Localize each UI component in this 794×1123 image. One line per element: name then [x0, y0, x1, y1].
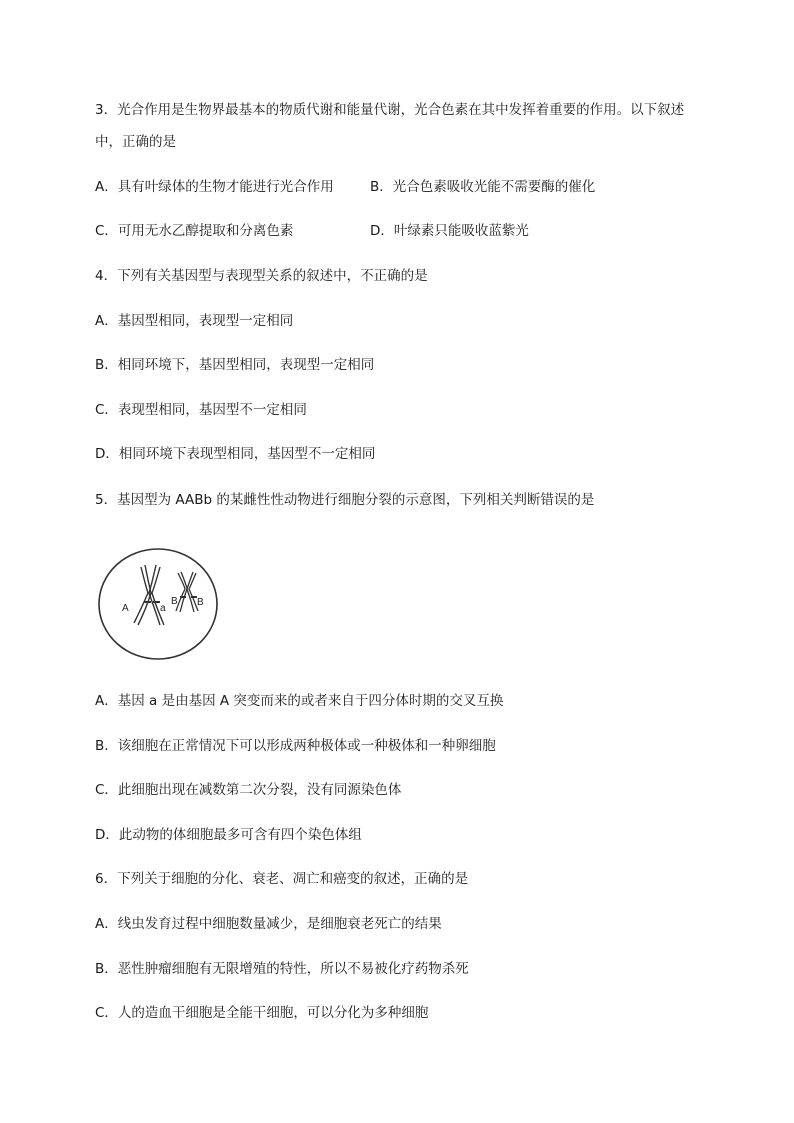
- locus-a-mark: [153, 601, 160, 603]
- small-chromosome: [176, 572, 198, 612]
- q3-option-c: C．可用无水乙醇提取和分离色素: [95, 223, 294, 239]
- q4-option-d: D．相同环境下表现型相同，基因型不一定相同: [95, 446, 376, 462]
- locus-B-left-mark: [180, 596, 186, 598]
- q4-option-c: C．表现型相同，基因型不一定相同: [95, 402, 307, 418]
- q6-stem: 6．下列关于细胞的分化、衰老、凋亡和癌变的叙述，正确的是: [95, 871, 469, 887]
- cell-division-svg: [96, 545, 224, 663]
- cell-division-diagram: [96, 545, 224, 663]
- q5-option-a: A．基因 a 是由基因 A 突变而来的或者来自于四分体时期的交叉互换: [95, 693, 504, 709]
- large-chromosome: [134, 565, 164, 625]
- label-B-right: B: [197, 597, 204, 608]
- q6-option-a: A．线虫发育过程中细胞数量减少，是细胞衰老死亡的结果: [95, 916, 442, 932]
- q6-option-b: B．恶性肿瘤细胞有无限增殖的特性，所以不易被化疗药物杀死: [95, 961, 469, 977]
- q3-option-d: D．叶绿素只能吸收蓝紫光: [370, 223, 529, 239]
- q4-option-a: A．基因型相同，表现型一定相同: [95, 313, 294, 329]
- q3-stem-line1: 3．光合作用是生物界最基本的物质代谢和能量代谢，光合色素在其中发挥着重要的作用。以下叙述: [95, 102, 685, 118]
- q4-stem: 4．下列有关基因型与表现型关系的叙述中，不正确的是: [95, 268, 428, 284]
- q5-option-d: D．此动物的体细胞最多可含有四个染色体组: [95, 827, 362, 843]
- q3-stem-line2: 中，正确的是: [95, 134, 176, 150]
- q6-option-c: C．人的造血干细胞是全能干细胞，可以分化为多种细胞: [95, 1005, 429, 1021]
- q5-stem: 5．基因型为 AABb 的某雌性性动物进行细胞分裂的示意图，下列相关判断错误的是: [95, 492, 595, 508]
- locus-A-mark: [144, 601, 151, 603]
- q5-option-c: C．此细胞出现在减数第二次分裂，没有同源染色体: [95, 782, 402, 798]
- q5-option-b: B．该细胞在正常情况下可以形成两种极体或一种极体和一种卵细胞: [95, 738, 496, 754]
- label-A: A: [122, 603, 129, 614]
- label-B-left: B: [171, 596, 178, 607]
- q3-option-b: B．光合色素吸收光能不需要酶的催化: [370, 179, 596, 195]
- q3-option-a: A．具有叶绿体的生物才能进行光合作用: [95, 179, 334, 195]
- q4-option-b: B．相同环境下，基因型相同，表现型一定相同: [95, 357, 375, 373]
- label-a: a: [160, 603, 166, 614]
